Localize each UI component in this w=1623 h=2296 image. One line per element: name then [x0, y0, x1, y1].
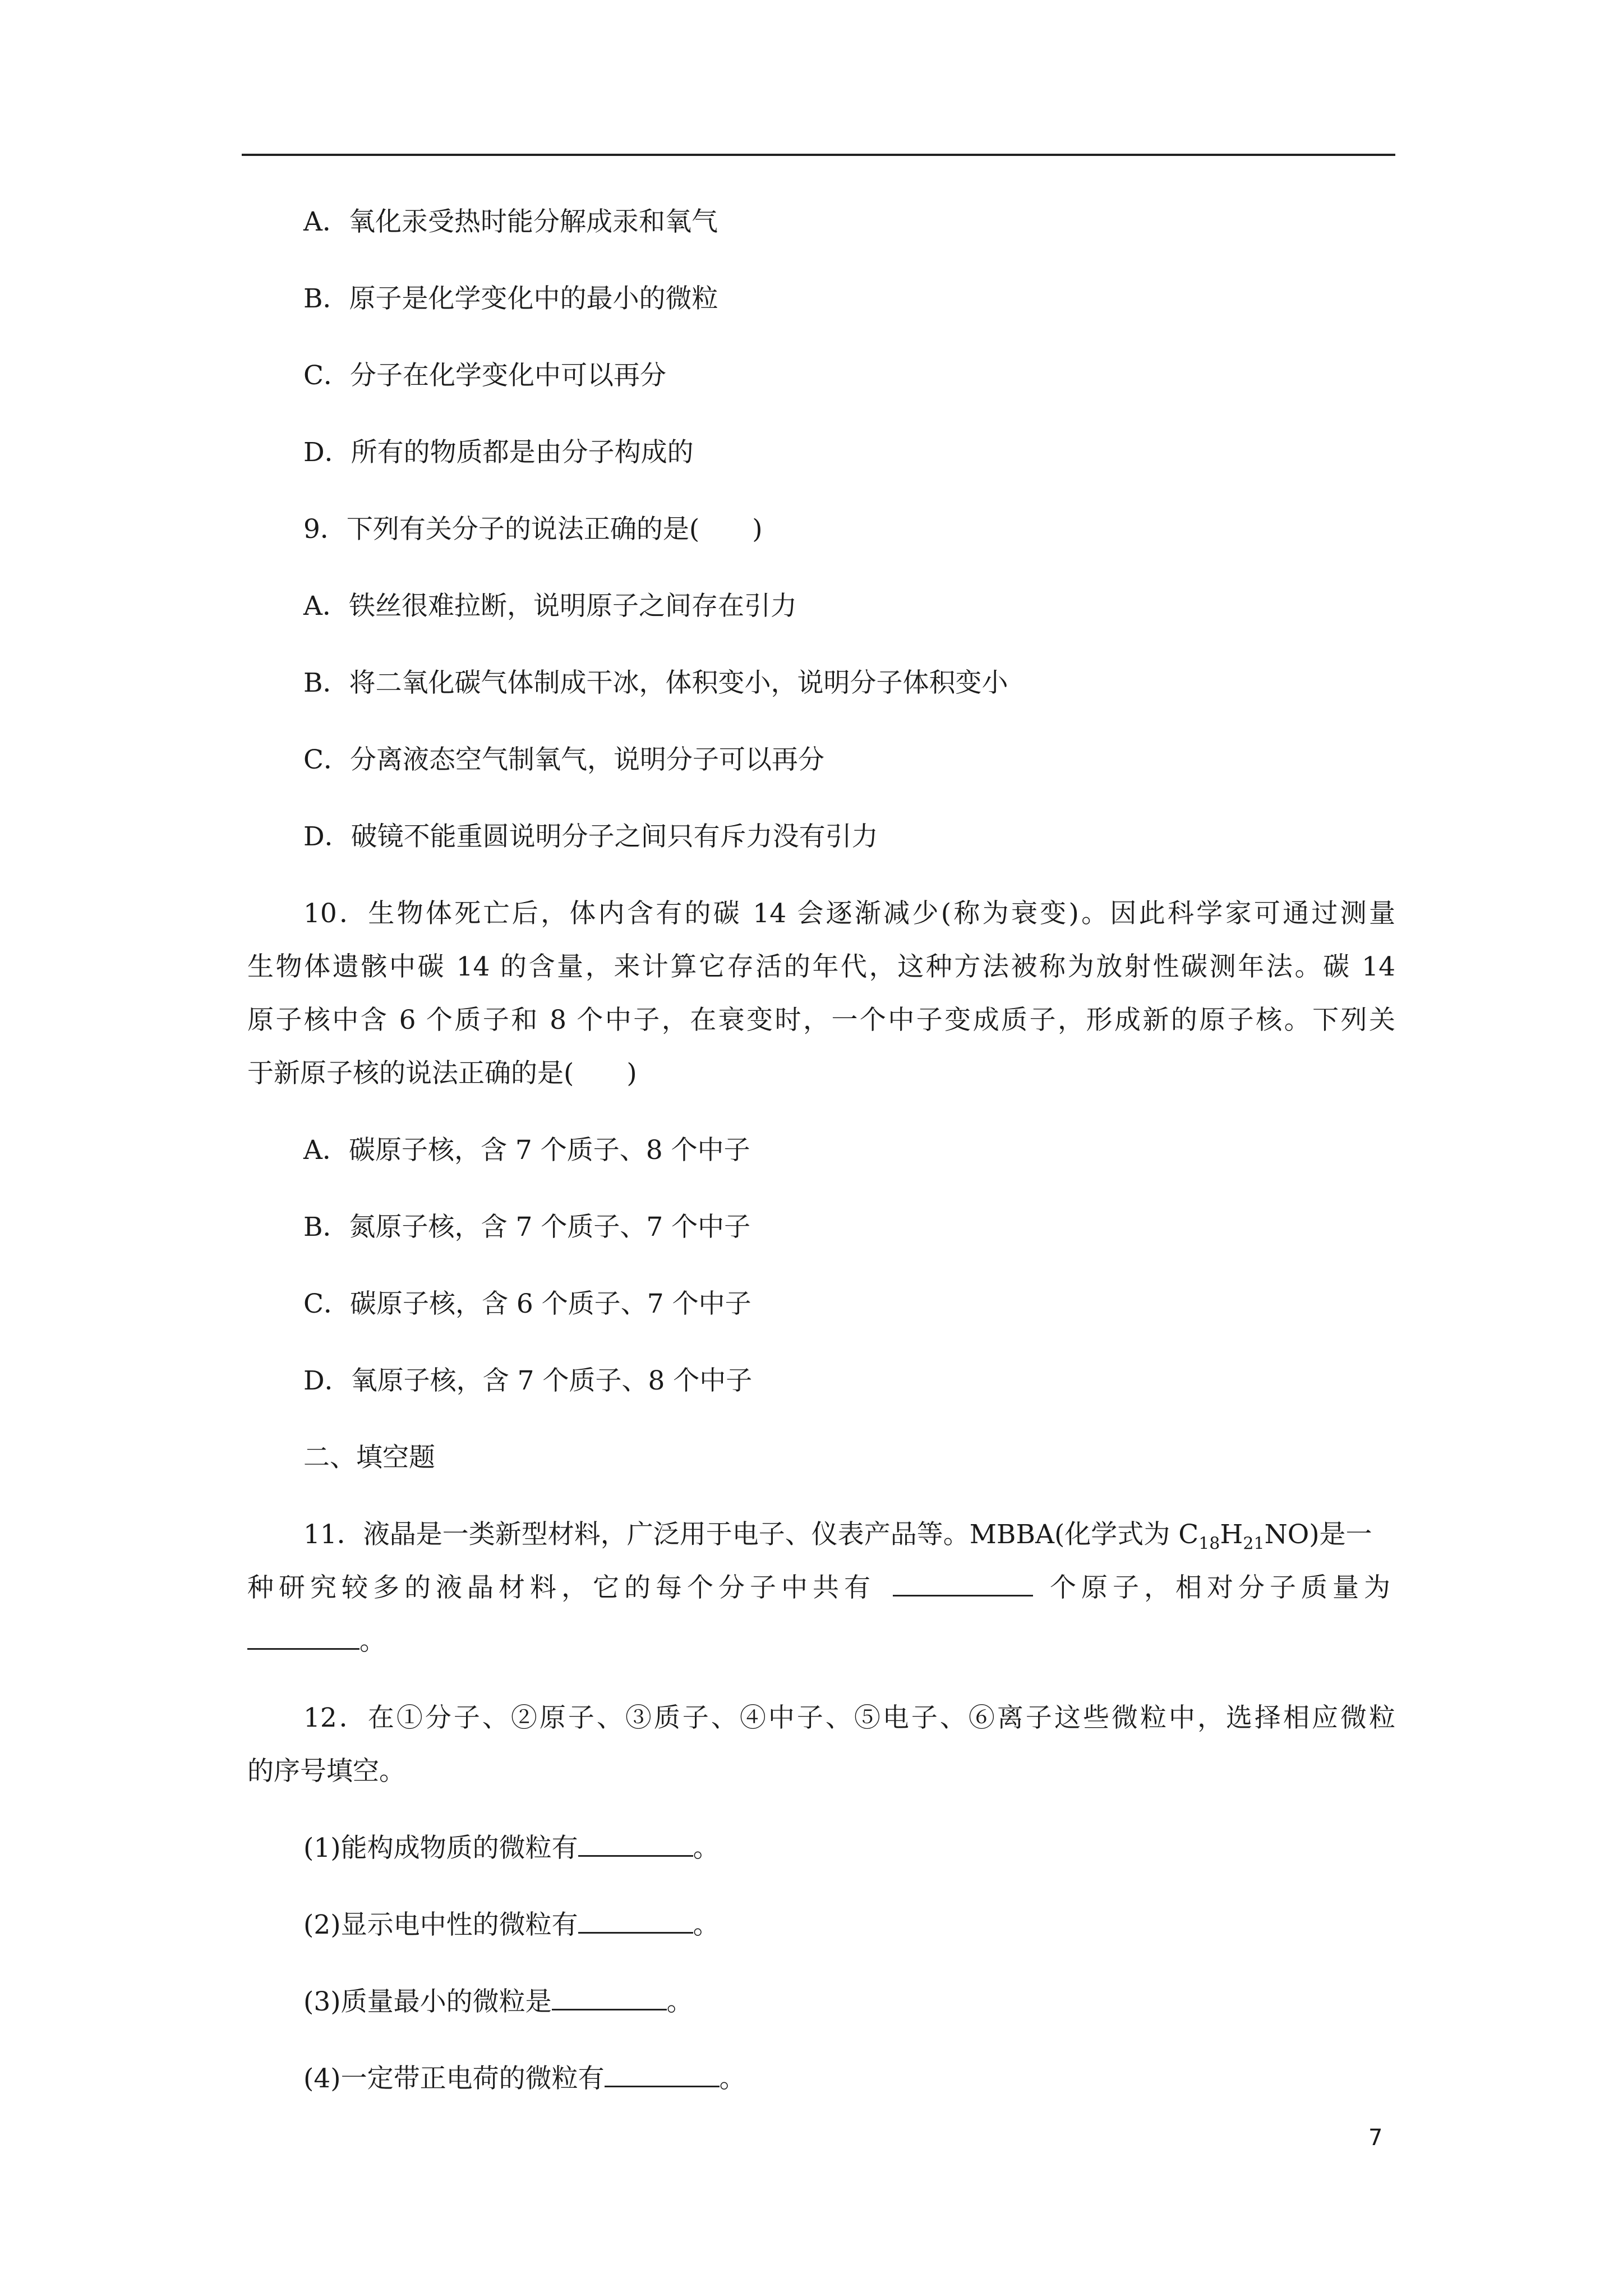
q11-stem-line-2	[247, 1572, 1395, 1604]
q10-option-c: C．碳原子核，含 6 个质子、7 个中子	[303, 1289, 751, 1319]
q10-stem-line-4: 于新原子核的说法正确的是( )	[247, 1058, 637, 1089]
q11-line1-suffix: NO)是一	[1264, 1519, 1372, 1550]
q8-option-a: A．氧化汞受热时能分解成汞和氧气	[303, 206, 718, 237]
q11-answer-blank-2[interactable]	[247, 1626, 359, 1650]
q9-option-c: C．分离液态空气制氧气，说明分子可以再分	[303, 744, 824, 775]
q11-stem-line-1	[303, 1519, 1372, 1554]
q11-answer-blank-1[interactable]	[893, 1572, 1033, 1596]
q9-option-d: D．破镜不能重圆说明分子之间只有斥力没有引力	[303, 821, 878, 852]
q11-subscript-18: 18	[1198, 1534, 1220, 1554]
q12-part-3	[303, 1986, 693, 2018]
q11-line1-prefix: 11．液晶是一类新型材料，广泛用于电子、仪表产品等。MBBA(化学式为 C	[303, 1519, 1199, 1550]
q10-option-a: A．碳原子核，含 7 个质子、8 个中子	[303, 1135, 750, 1166]
q10-stem-line-3: 原子核中含 6 个质子和 8 个中子，在衰变时，一个中子变成质子，形成新的原子核。下列关	[247, 1005, 1395, 1036]
q10-option-d: D．氧原子核，含 7 个质子、8 个中子	[303, 1365, 753, 1396]
q12-stem-line-2: 的序号填空。	[247, 1756, 405, 1787]
q12-part-4-label: (4)一定带正电荷的微粒有	[303, 2063, 605, 2094]
q10-stem-line-1: 10．生物体死亡后，体内含有的碳 14 会逐渐减少(称为衰变)。因此科学家可通过测量	[303, 898, 1395, 929]
q11-subscript-21: 21	[1243, 1534, 1265, 1554]
header-rule	[242, 154, 1395, 156]
q8-option-d: D．所有的物质都是由分子构成的	[303, 437, 694, 468]
q12-part-4	[303, 2063, 746, 2095]
q11-line3-suffix: 。	[359, 1626, 386, 1657]
q12-part-2-period: 。	[693, 1910, 720, 1940]
q12-part-3-blank[interactable]	[552, 1986, 667, 2010]
q8-option-b: B．原子是化学变化中的最小的微粒	[303, 283, 718, 314]
q12-part-3-period: 。	[666, 1986, 693, 2017]
q12-part-3-label: (3)质量最小的微粒是	[303, 1986, 552, 2017]
q12-part-1-label: (1)能构成物质的微粒有	[303, 1833, 578, 1864]
q11-hydrogen: H	[1220, 1519, 1243, 1550]
q12-part-4-period: 。	[719, 2063, 746, 2094]
q9-stem: 9．下列有关分子的说法正确的是( )	[303, 514, 763, 545]
q9-option-b: B．将二氧化碳气体制成干冰，体积变小，说明分子体积变小	[303, 668, 1008, 698]
q8-option-c: C．分子在化学变化中可以再分	[303, 360, 666, 391]
q11-line2-suffix: 个原子，相对分子质量为	[1050, 1572, 1395, 1603]
q12-part-4-blank[interactable]	[605, 2063, 720, 2087]
q11-line2-prefix: 种研究较多的液晶材料，它的每个分子中共有	[247, 1572, 875, 1603]
q12-part-2-label: (2)显示电中性的微粒有	[303, 1910, 578, 1940]
q12-part-1	[303, 1833, 720, 1864]
q9-option-a: A．铁丝很难拉断，说明原子之间存在引力	[303, 591, 797, 622]
section-heading-fill-in: 二、填空题	[303, 1442, 435, 1473]
q12-part-2-blank[interactable]	[578, 1910, 693, 1934]
q12-part-1-blank[interactable]	[578, 1833, 693, 1857]
q12-part-1-period: 。	[693, 1833, 720, 1864]
q10-option-b: B．氮原子核，含 7 个质子、7 个中子	[303, 1212, 751, 1243]
q12-part-2	[303, 1910, 720, 1941]
q10-stem-line-2: 生物体遗骸中碳 14 的含量，来计算它存活的年代，这种方法被称为放射性碳测年法。碳 14	[247, 951, 1395, 982]
q11-stem-line-3	[247, 1626, 386, 1657]
q12-stem-line-1: 12．在①分子、②原子、③质子、④中子、⑤电子、⑥离子这些微粒中，选择相应微粒	[303, 1703, 1395, 1733]
page-number: 7	[1368, 2125, 1383, 2151]
